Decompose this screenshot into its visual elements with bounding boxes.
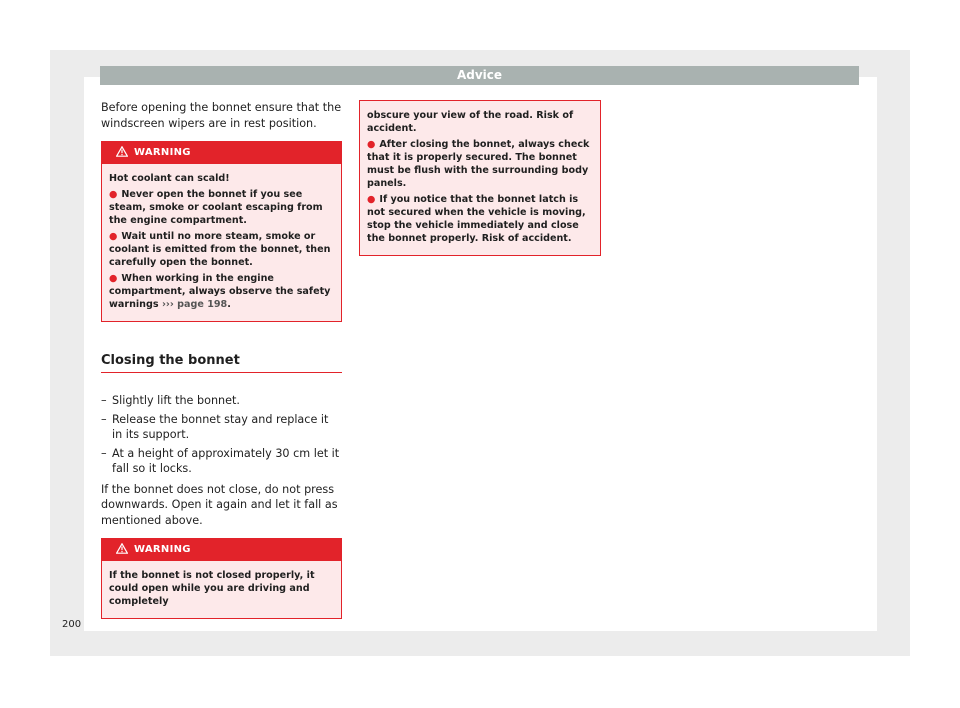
section-title: Closing the bonnet	[101, 353, 342, 373]
intro-paragraph: Before opening the bonnet ensure that the windscreen wipers are in rest position.	[101, 101, 342, 130]
warning-triangle-icon	[116, 144, 128, 166]
warning-box-1	[101, 141, 342, 322]
warning-triangle-icon	[116, 541, 128, 563]
warning-lead: Hot coolant can scald!	[109, 173, 230, 184]
bullet-dot: ●	[367, 194, 376, 205]
page-number: 200	[62, 619, 82, 630]
warning-bullet: ● When working in the engine compartment, always observe the safety warnings ››› page 198.	[109, 273, 331, 310]
bullet-dot: ●	[109, 231, 118, 242]
warning-bullet: ● Wait until no more steam, smoke or coolant is emitted from the bonnet, then carefully open the bonnet.	[109, 231, 331, 268]
page-reference-link[interactable]: ››› page 198	[161, 299, 228, 310]
warning-header	[102, 142, 341, 164]
section-header: Advice	[100, 66, 859, 85]
right-column	[359, 100, 601, 256]
note-paragraph: If the bonnet does not close, do not press downwards. Open it again and let it fall as mentioned above.	[101, 482, 338, 527]
warning-continued-text: obscure your view of the road. Risk of accident.	[367, 110, 574, 134]
warning-text: If the bonnet is not closed properly, it could open while you are driving and completely	[109, 570, 315, 607]
section-heading	[101, 353, 342, 373]
list-item: – At a height of approximately 30 cm let it fall so it locks.	[101, 446, 342, 477]
steps-list	[101, 393, 342, 477]
warning-body	[102, 164, 341, 321]
bullet-dot: ●	[109, 189, 118, 200]
warning-label: WARNING	[134, 544, 191, 555]
warning-bullet: ● After closing the bonnet, always check that it is properly secured. The bonnet must be flush with the surrounding body panels.	[367, 139, 590, 189]
warning-header	[102, 539, 341, 561]
list-item: – Release the bonnet stay and replace it in its support.	[101, 412, 342, 443]
bullet-dot: ●	[109, 273, 118, 284]
warning-label: WARNING	[134, 147, 191, 158]
bullet-dot: ●	[367, 139, 376, 150]
warning-box-2	[101, 538, 342, 619]
warning-body	[360, 101, 600, 255]
warning-body	[102, 561, 341, 618]
left-column	[101, 100, 342, 619]
warning-bullet: ● If you notice that the bonnet latch is not secured when the vehicle is moving, stop the vehicle immediately and close the bonnet properly. Risk of accident.	[367, 194, 586, 244]
warning-box-continued	[359, 100, 601, 256]
list-item: – Slightly lift the bonnet.	[101, 393, 342, 409]
warning-bullet: ● Never open the bonnet if you see steam, smoke or coolant escaping from the engine compartment.	[109, 189, 323, 226]
